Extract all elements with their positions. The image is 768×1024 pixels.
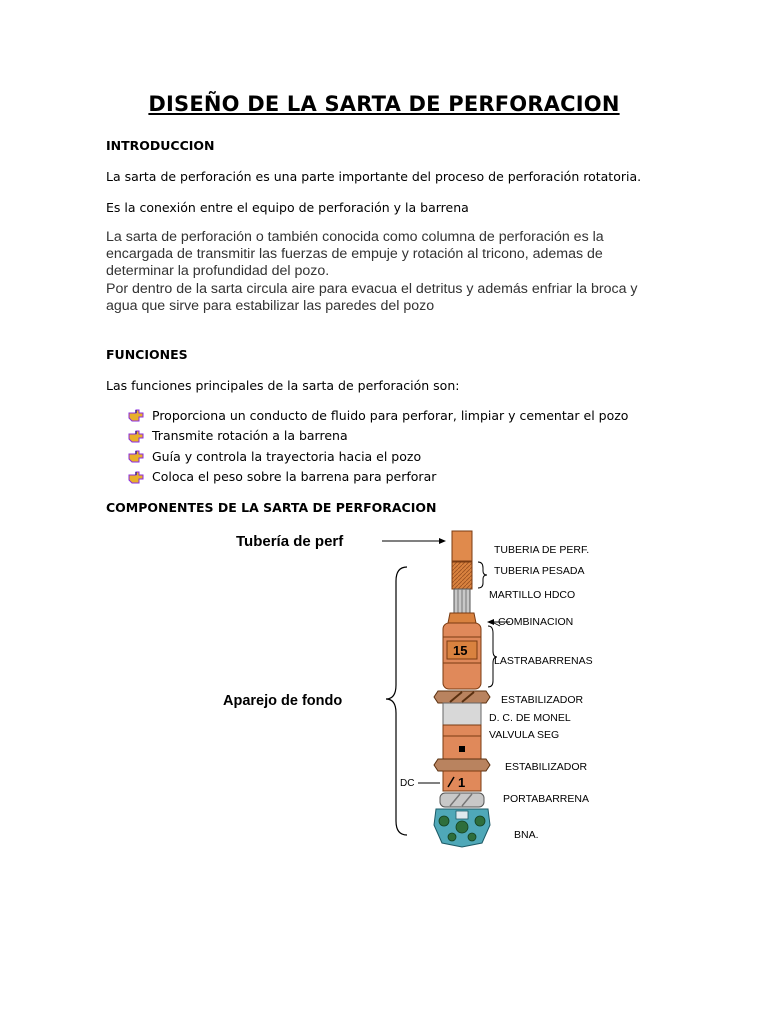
intro-line: agua que sirve para estabilizar las paredes del pozo [106, 297, 435, 314]
monel-segment [443, 703, 481, 725]
pesada-brace [478, 562, 487, 588]
list-item [128, 405, 628, 426]
arrowhead-icon [487, 619, 494, 625]
right-label-estabilizador-1: ESTABILIZADOR [501, 694, 584, 706]
aparejo-brace [386, 567, 407, 835]
funcion-text: Guía y controla la trayectoria hacia el pozo [152, 448, 422, 464]
right-label-tuberia-perf: TUBERIA DE PERF. [494, 544, 590, 556]
list-item [128, 426, 628, 447]
combinacion-segment [448, 613, 476, 623]
componentes-heading: COMPONENTES DE LA SARTA DE PERFORACION [106, 500, 437, 515]
right-label-valvula: VALVULA SEG [489, 729, 560, 741]
pointing-hand-icon [128, 429, 144, 443]
right-label-bna: BNA. [514, 829, 539, 841]
intro-description [106, 229, 666, 315]
intro-line: Por dentro de la sarta circula aire para evacua el detritus y además enfriar la broca y [106, 280, 638, 297]
funciones-lead: Las funciones principales de la sarta de perforación son: [106, 378, 460, 393]
funcion-text: Proporciona un conducto de fluido para perforar, limpiar y cementar el pozo [152, 407, 629, 423]
intro-heading: INTRODUCCION [106, 138, 215, 153]
square-marker-icon [459, 746, 465, 752]
tuberia-left-label: Tubería de perf [236, 533, 344, 550]
valvula-segment [443, 725, 481, 759]
intro-line: encargada de transmitir las fuerzas de empuje y rotación al tricono, ademas de [106, 246, 603, 263]
estabilizador-2-segment [434, 759, 490, 771]
number-15: 15 [453, 643, 468, 658]
list-item [128, 446, 628, 467]
intro-line: La sarta de perforación o también conocida como columna de perforación es la [106, 229, 604, 245]
tuberia-pesada-segment [452, 562, 472, 589]
funcion-text: Transmite rotación a la barrena [152, 428, 348, 444]
right-label-combinacion: COMBINACION [498, 616, 574, 628]
drill-string [434, 531, 490, 847]
right-label-portabarrena: PORTABARRENA [503, 793, 589, 805]
dc-label: DC [400, 778, 415, 789]
right-label-monel: D. C. DE MONEL [489, 712, 571, 724]
page-title: DISEÑO DE LA SARTA DE PERFORACION [148, 92, 620, 116]
right-label-martillo: MARTILLO HDCO [489, 589, 576, 601]
drill-string-diagram [210, 525, 650, 860]
right-label-lastrabarrenas: LASTRABARRENAS [494, 655, 593, 667]
tuberia-perf-segment [452, 531, 472, 561]
aparejo-left-label: Aparejo de fondo [223, 693, 343, 709]
pointing-hand-icon [128, 470, 144, 484]
pointing-hand-icon [128, 408, 144, 422]
intro-paragraph-1: La sarta de perforación es una parte importante del proceso de perforación rotatoria. [106, 169, 642, 184]
funcion-text: Coloca el peso sobre la barrena para perforar [152, 469, 437, 485]
funciones-heading: FUNCIONES [106, 347, 188, 362]
pointing-hand-icon [128, 449, 144, 463]
arrowhead-icon [439, 538, 446, 544]
number-1: 1 [458, 775, 466, 790]
funciones-list [128, 405, 628, 487]
list-item [128, 467, 628, 488]
right-label-tuberia-pesada: TUBERIA PESADA [494, 565, 585, 577]
intro-line: determinar la profundidad del pozo. [106, 263, 330, 280]
intro-paragraph-2: Es la conexión entre el equipo de perforación y la barrena [106, 200, 469, 215]
right-label-estabilizador-2: ESTABILIZADOR [505, 761, 588, 773]
